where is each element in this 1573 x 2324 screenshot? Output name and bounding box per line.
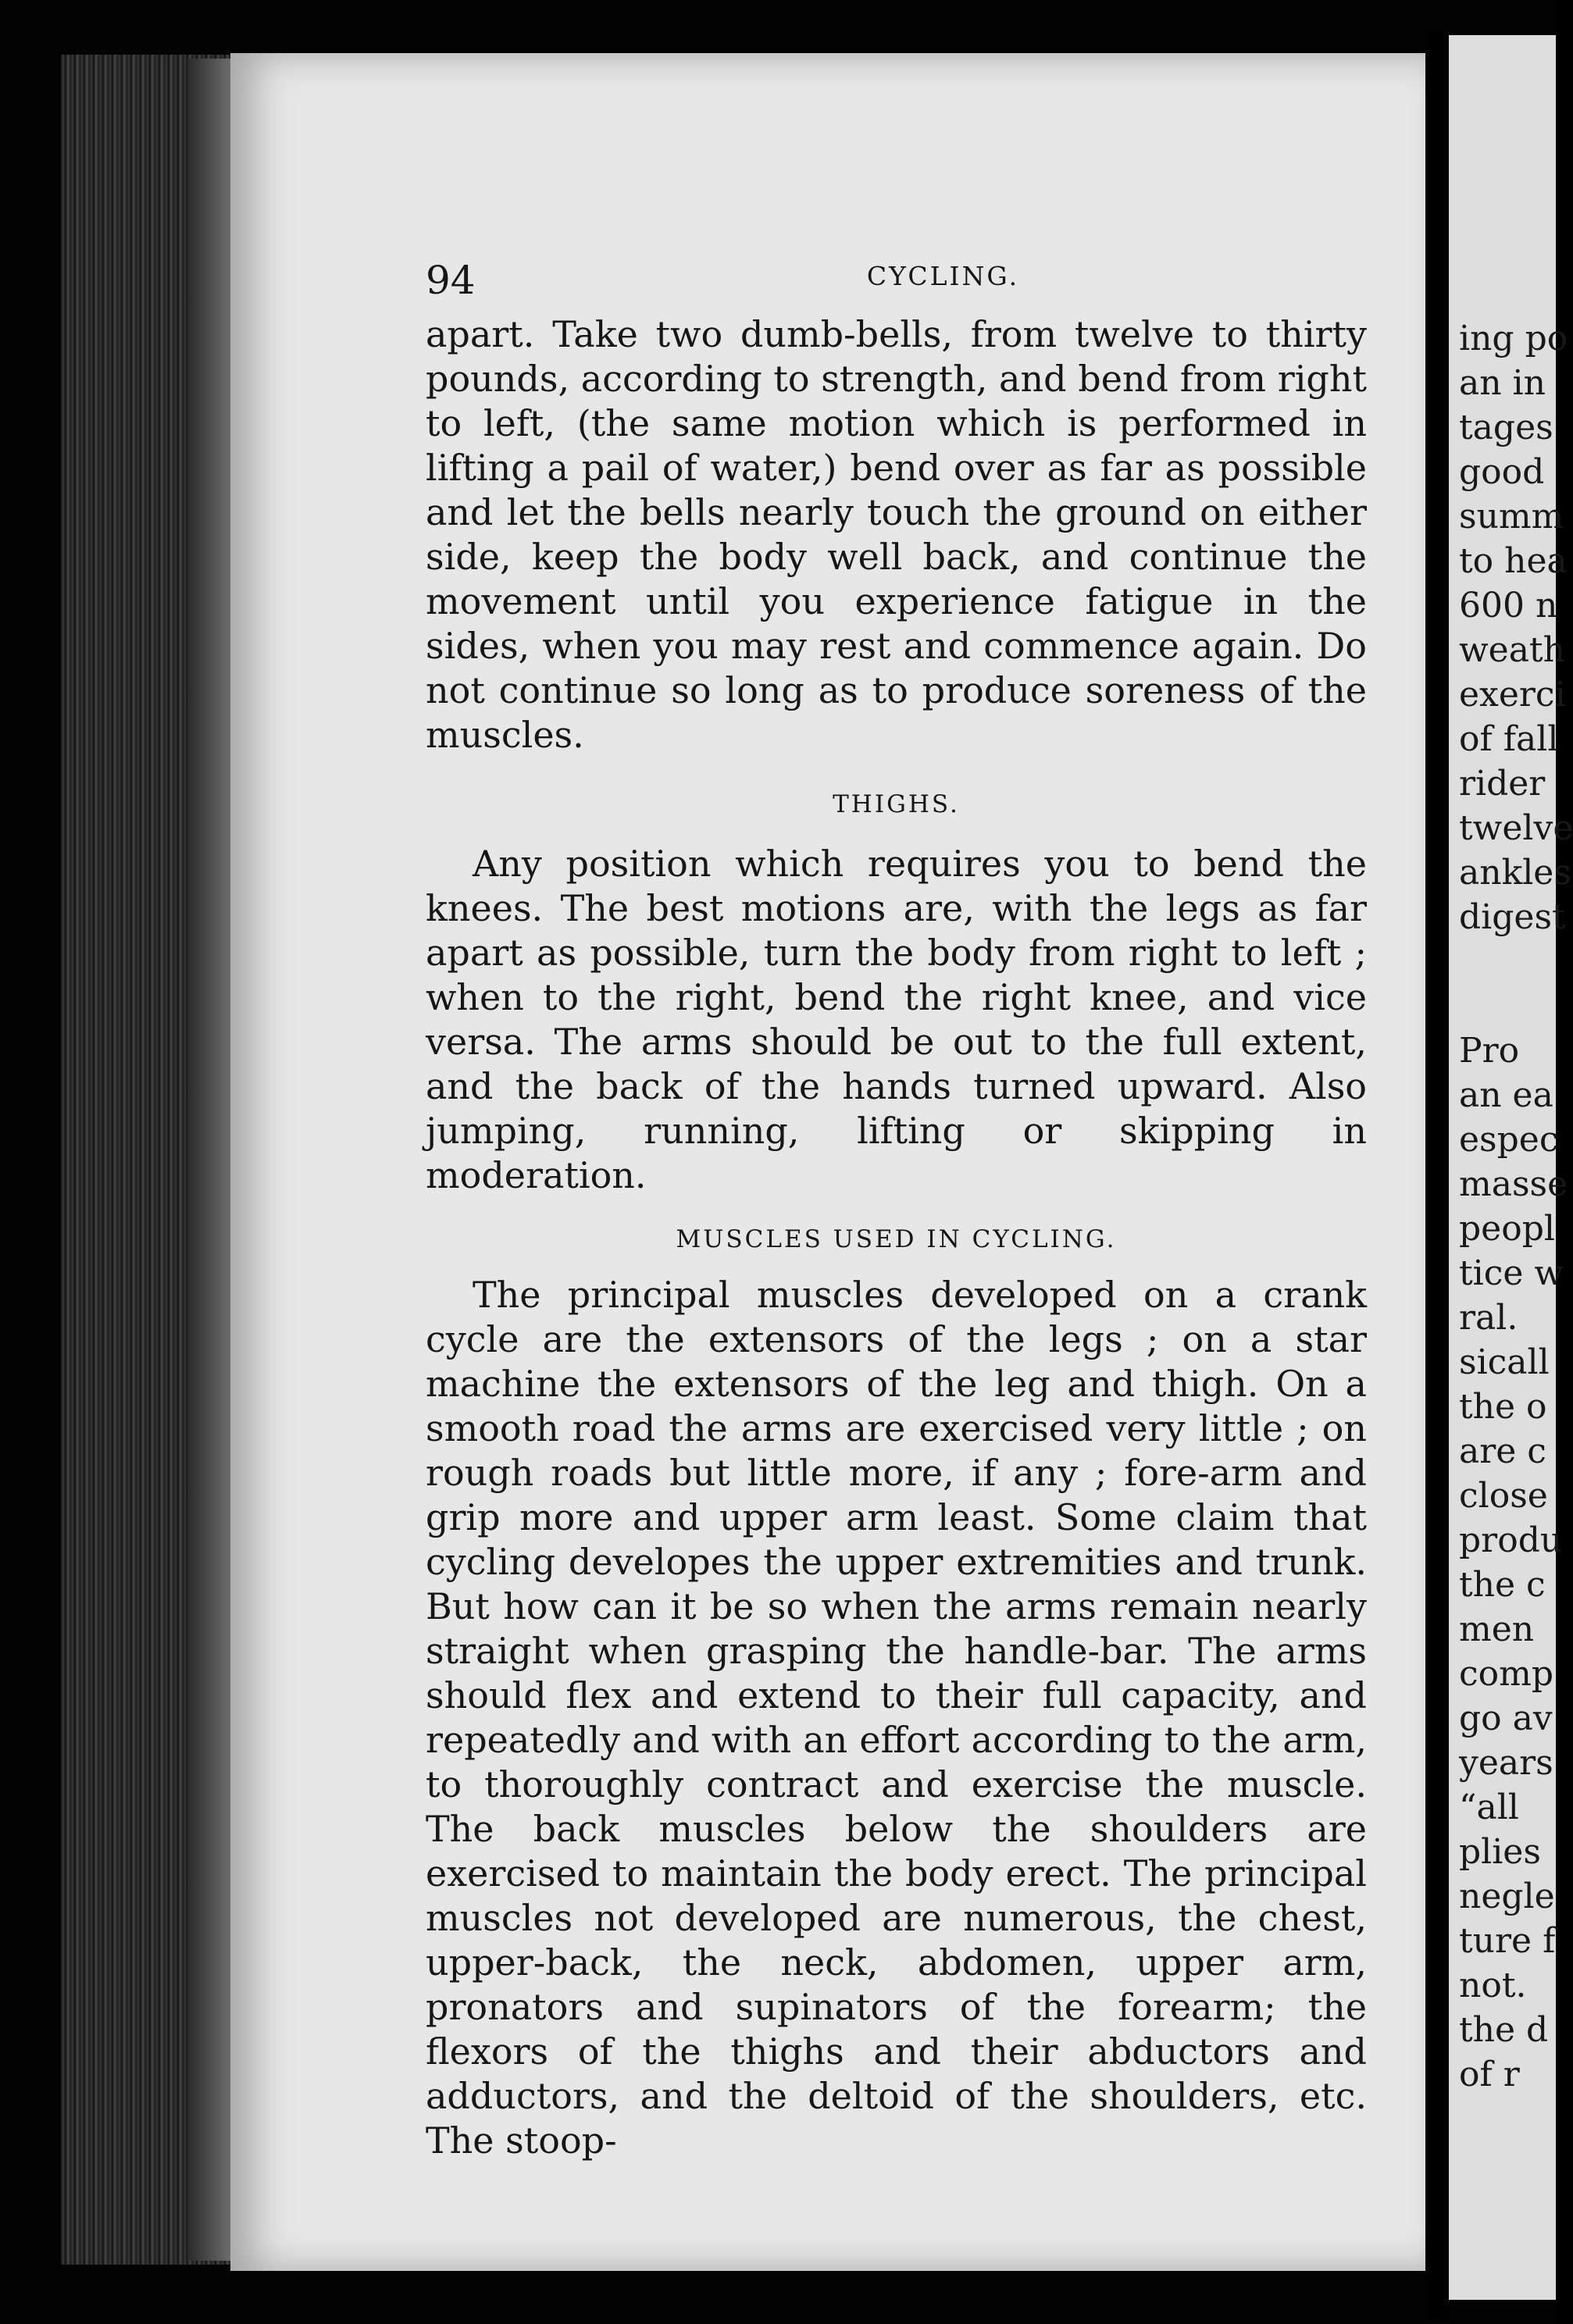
facing-page-line: ing po — [1459, 319, 1568, 358]
page-number: 94 — [426, 258, 476, 303]
book-spine-shadow — [187, 59, 230, 2261]
facing-page-line: men — [1459, 1609, 1535, 1649]
facing-page-line: plies — [1459, 1832, 1541, 1872]
facing-page-line: produ — [1459, 1520, 1563, 1560]
facing-page-line: the d — [1459, 2010, 1549, 2050]
facing-page-line: negle — [1459, 1877, 1555, 1916]
facing-page-line: tages — [1459, 408, 1553, 447]
facing-page-line — [1459, 984, 1556, 1028]
facing-page-line — [1459, 939, 1556, 984]
page-gutter — [1425, 31, 1449, 2319]
section-heading-muscles: MUSCLES USED IN CYCLING. — [676, 1225, 1117, 1253]
facing-page-line: to hea — [1459, 541, 1568, 581]
paragraph-muscles: The principal muscles developed on a crank cycle are the extensors of the legs ; on a star machine the extensors of the leg and thigh. On a smooth road the arms are exercised very little ; on rough roads but little more, if any ; fore-arm and grip more and upper arm least. Some claim that cycling developes the upper extremities and trunk. But how can it be so when the arms remain nearly straight when grasping the handle-bar. The arms should flex and extend to their full capacity, and repeatedly and with an effort according to the arm, to thoroughly contract and exercise the muscle. The back muscles below the shoulders are exercised to maintain the body erect. The principal muscles not developed are numerous, the chest, upper-back, the neck, abdomen, upper arm, pronators and supinators of the forearm; the flexors of the thighs and their abductors and adductors, and the deltoid of the shoulders, etc. The stoop- — [426, 1274, 1367, 2162]
facing-page-line: sicall — [1459, 1342, 1550, 1382]
facing-page-line: ral. — [1459, 1298, 1518, 1338]
facing-page-line: Pro — [1459, 1031, 1520, 1071]
facing-page-line: good — [1459, 452, 1545, 492]
facing-page-line: go av — [1459, 1698, 1553, 1738]
paragraph-dumb-bells: apart. Take two dumb-bells, from twelve to thirty pounds, according to strength, and bend from right to left, (the same motion which is performed in lifting a pail of water,) bend over as far as possible and let the bells nearly touch the ground on either side, keep the body well back, and continue the movement until you experience fatigue in the sides, when you may rest and commence again. Do not continue so long as to produce soreness of the muscles. — [426, 313, 1367, 756]
facing-page-line: the o — [1459, 1387, 1547, 1427]
running-head — [426, 250, 1367, 312]
facing-page-line: an in — [1459, 363, 1546, 403]
facing-page-line: tice w — [1459, 1253, 1564, 1293]
facing-page-line: an ea — [1459, 1075, 1553, 1115]
facing-page-line: exerci — [1459, 675, 1566, 715]
facing-page-line: comp — [1459, 1654, 1554, 1694]
facing-page-line: of r — [1459, 2055, 1520, 2094]
facing-page-line: rider — [1459, 764, 1546, 804]
facing-page-line: masse — [1459, 1164, 1568, 1204]
facing-page-line: close — [1459, 1476, 1548, 1516]
facing-page-line: twelve — [1459, 808, 1573, 848]
facing-page-line: not. — [1459, 1966, 1527, 2005]
facing-page-line: “all — [1459, 1788, 1519, 1827]
facing-page-line: summ — [1459, 497, 1564, 536]
facing-page-line: of fall — [1459, 719, 1559, 759]
facing-page-line: weath — [1459, 630, 1565, 670]
facing-page-line: are c — [1459, 1431, 1546, 1471]
page-text-column — [426, 250, 1367, 2163]
facing-page-line: the c — [1459, 1565, 1546, 1605]
facing-page-line: 600 n — [1459, 586, 1558, 626]
section-heading-thighs: THIGHS. — [833, 790, 960, 818]
facing-page-line: ankles — [1459, 853, 1571, 893]
facing-page-line: peopl — [1459, 1209, 1555, 1249]
paragraph-thighs: Any position which requires you to bend the knees. The best motions are, with the legs as far apart as possible, turn the body from right to left ; when to the right, bend the right knee, and vice versa. The arms should be out to the full extent, and the back of the hands turned upward. Also jumping, running, lifting or skipping in moderation. — [426, 843, 1367, 1196]
facing-page-text — [1459, 316, 1573, 2097]
facing-page-line: years — [1459, 1743, 1553, 1783]
facing-page-line: digest — [1459, 897, 1566, 937]
facing-page-line: espec — [1459, 1120, 1559, 1160]
facing-page-line: ture f — [1459, 1921, 1556, 1961]
running-title: CYCLING. — [866, 261, 1020, 291]
